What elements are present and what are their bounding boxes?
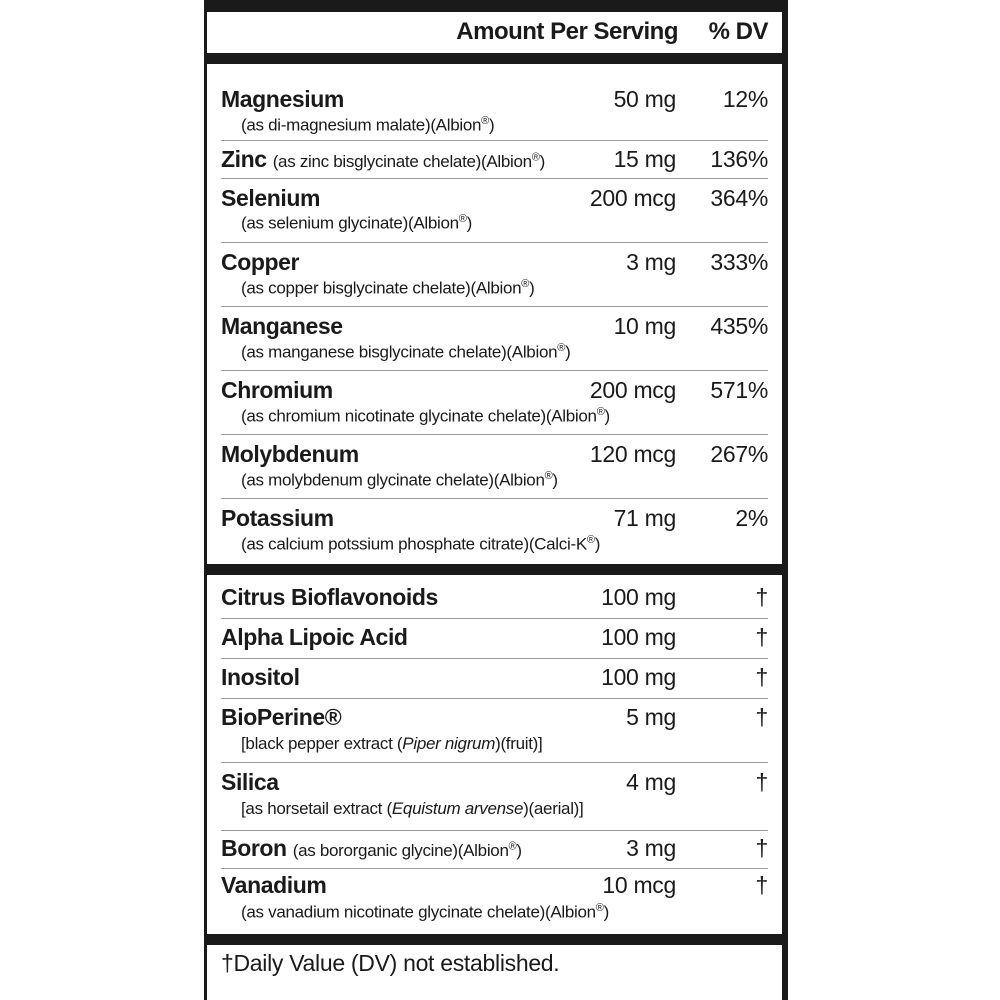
nutrient-name: Chromium bbox=[221, 377, 333, 403]
ingredient-name: Boron (as bororganic glycine)(Albion®) bbox=[221, 835, 522, 861]
nutrient-row bbox=[221, 80, 768, 141]
dagger-mark: † bbox=[221, 950, 234, 976]
ingredient-row bbox=[221, 658, 768, 699]
nutrient-amount: 10 mg bbox=[613, 313, 676, 339]
ingredient-name: Silica bbox=[221, 769, 279, 795]
nutrient-name: Selenium bbox=[221, 185, 321, 211]
ingredient-source: [as horsetail extract (Equistum arvense)(aerial)] bbox=[241, 799, 584, 818]
nutrient-row bbox=[221, 140, 768, 179]
nutrient-source: (as selenium glycinate)(Albion®) bbox=[241, 213, 472, 233]
daily-value-header: % DV bbox=[708, 18, 768, 45]
ingredient-row bbox=[221, 698, 768, 763]
section-divider-bar bbox=[207, 564, 782, 575]
ingredient-row bbox=[221, 830, 768, 869]
nutrient-dv: 435% bbox=[710, 313, 768, 339]
dagger-mark: † bbox=[755, 624, 768, 650]
nutrient-source: (as di-magnesium malate)(Albion®) bbox=[241, 115, 495, 135]
amount-per-serving-header: Amount Per Serving bbox=[456, 18, 678, 45]
nutrient-row bbox=[221, 370, 768, 435]
supplement-facts-panel bbox=[204, 0, 788, 1000]
dagger-mark: † bbox=[755, 584, 768, 610]
dagger-mark: † bbox=[755, 835, 768, 861]
nutrient-source: (as copper bisglycinate chelate)(Albion®) bbox=[241, 278, 535, 298]
ingredient-name: Inositol bbox=[221, 664, 300, 690]
ingredient-name: BioPerine® bbox=[221, 704, 342, 730]
nutrient-row bbox=[221, 306, 768, 371]
nutrient-name: Zinc (as zinc bisglycinate chelate)(Albion®) bbox=[221, 146, 546, 172]
header-divider-bar bbox=[207, 53, 782, 64]
nutrient-source: (as manganese bisglycinate chelate)(Albion®) bbox=[241, 342, 571, 362]
nutrient-amount: 120 mcg bbox=[589, 441, 676, 467]
nutrient-row bbox=[221, 498, 768, 564]
ingredient-amount: 3 mg bbox=[626, 835, 676, 861]
ingredient-row bbox=[221, 578, 768, 619]
ingredient-amount: 100 mg bbox=[601, 664, 676, 690]
dagger-mark: † bbox=[755, 769, 768, 795]
nutrient-row bbox=[221, 178, 768, 243]
nutrient-amount: 50 mg bbox=[613, 86, 676, 112]
ingredient-row bbox=[221, 868, 768, 932]
footnote-divider-bar bbox=[207, 934, 782, 945]
dagger-mark: † bbox=[755, 664, 768, 690]
top-divider-bar bbox=[207, 0, 782, 12]
nutrient-row bbox=[221, 242, 768, 307]
nutrient-dv: 267% bbox=[710, 441, 768, 467]
ingredient-amount: 100 mg bbox=[601, 624, 676, 650]
ingredient-name: Vanadium bbox=[221, 872, 327, 898]
column-header-row bbox=[207, 14, 782, 52]
nutrient-dv: 12% bbox=[722, 86, 768, 112]
nutrient-name: Copper bbox=[221, 249, 300, 275]
nutrient-amount: 200 mcg bbox=[589, 185, 676, 211]
nutrient-dv: 136% bbox=[710, 146, 768, 172]
dagger-mark: † bbox=[755, 704, 768, 730]
nutrient-dv: 2% bbox=[735, 505, 768, 531]
ingredient-row bbox=[221, 618, 768, 659]
nutrient-amount: 71 mg bbox=[613, 505, 676, 531]
ingredient-row bbox=[221, 762, 768, 831]
footnote-text: Daily Value (DV) not established. bbox=[233, 950, 560, 976]
ingredient-amount: 10 mcg bbox=[602, 872, 676, 898]
ingredient-amount: 4 mg bbox=[626, 769, 676, 795]
nutrient-name: Molybdenum bbox=[221, 441, 359, 467]
nutrient-name: Manganese bbox=[221, 313, 343, 339]
nutrient-dv: 571% bbox=[710, 377, 768, 403]
nutrient-name: Potassium bbox=[221, 505, 334, 531]
ingredient-source: (as vanadium nicotinate glycinate chelate)(Albion®) bbox=[241, 902, 609, 922]
nutrient-source: (as calcium potssium phosphate citrate)(Calci-K®) bbox=[241, 534, 601, 554]
nutrient-row bbox=[221, 434, 768, 499]
nutrient-amount: 3 mg bbox=[626, 249, 676, 275]
nutrient-dv: 364% bbox=[710, 185, 768, 211]
nutrient-source: (as chromium nicotinate glycinate chelate)(Albion®) bbox=[241, 406, 610, 426]
nutrient-name: Magnesium bbox=[221, 86, 344, 112]
footnote bbox=[221, 950, 559, 977]
ingredient-source: [black pepper extract (Piper nigrum)(fruit)] bbox=[241, 734, 543, 753]
ingredient-name: Citrus Bioflavonoids bbox=[221, 584, 438, 610]
nutrient-dv: 333% bbox=[710, 249, 768, 275]
dagger-mark: † bbox=[755, 872, 768, 898]
nutrient-source: (as molybdenum glycinate chelate)(Albion®) bbox=[241, 470, 558, 490]
ingredient-amount: 5 mg bbox=[626, 704, 676, 730]
ingredient-name: Alpha Lipoic Acid bbox=[221, 624, 408, 650]
nutrient-amount: 200 mcg bbox=[589, 377, 676, 403]
ingredient-amount: 100 mg bbox=[601, 584, 676, 610]
nutrient-amount: 15 mg bbox=[613, 146, 676, 172]
